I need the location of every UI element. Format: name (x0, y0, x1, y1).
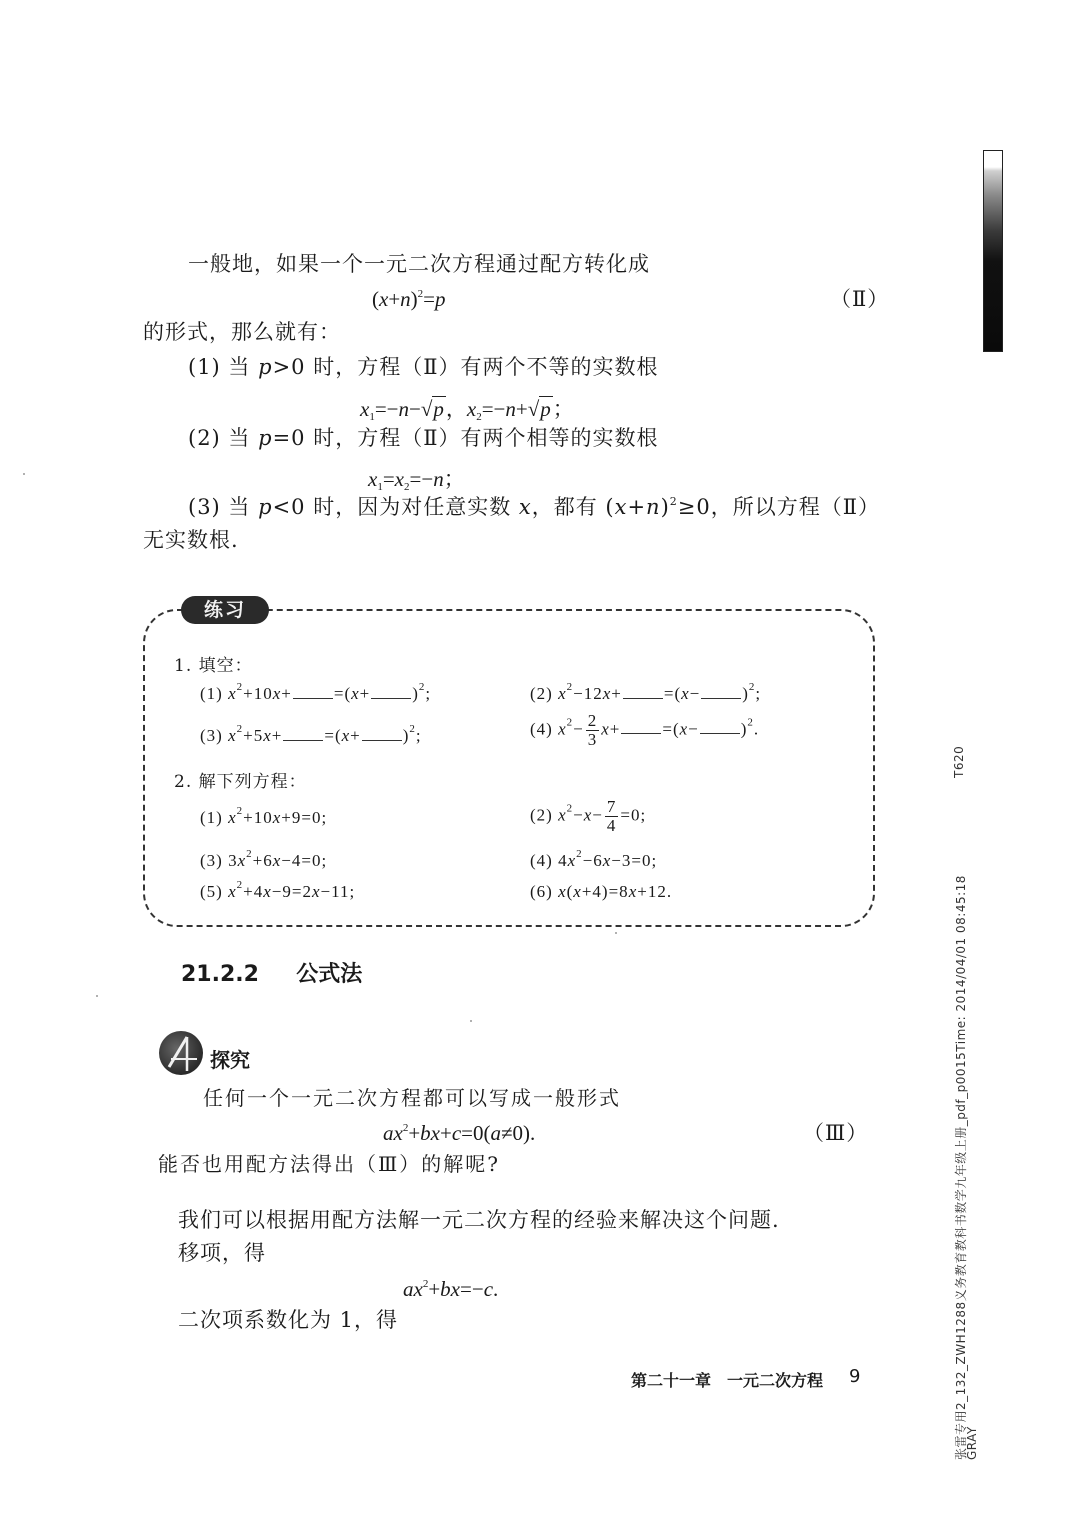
practice-q2-title: 2. 解下列方程： (174, 772, 307, 792)
practice-q1-title: 1. 填空： (174, 656, 253, 676)
answer-blank[interactable] (623, 682, 663, 699)
practice-q2-item-1: (1) $x^2+10x+9=0$; (200, 805, 328, 827)
derivation-line-2: 移项，得 (178, 1241, 266, 1265)
practice-q2-item-3: (3) $3x^2+6x-4=0$; (200, 848, 328, 870)
margin-stamp: 张雷专用2_132_ZWH1288义务教育教科书数学九年级上册_pdf_p0015Time: 2014/04/01 08:45:18 (954, 875, 968, 1460)
practice-q1-item-3: (3) $x^2+5x+ =(x+ )^2$; (200, 723, 422, 745)
case-2-text: (2) 当 p=0 时，方程（Ⅱ）有两个相等的实数根 (188, 426, 659, 450)
derivation-line-1: 我们可以根据用配方法解一元二次方程的经验来解决这个问题. (178, 1208, 780, 1232)
case-3-continued: 无实数根. (143, 528, 239, 552)
answer-blank[interactable] (701, 682, 741, 699)
case-1-roots: $x_1=-n-√p$，$x_2=-n+√p$； (360, 397, 574, 423)
practice-badge: 练习 (181, 596, 269, 624)
answer-blank[interactable] (371, 682, 411, 699)
equation-ii: $(x+n)^2=p$ (372, 287, 446, 311)
practice-q2-item-6: (6) x(x+4)=8x+12. (530, 882, 673, 901)
answer-blank[interactable] (362, 724, 402, 741)
scan-speck (470, 1020, 472, 1022)
equation-iii: $ax^2+bx+c=0(a\ne 0)$. (383, 1121, 536, 1145)
derivation-line-3: 二次项系数化为 1，得 (178, 1308, 399, 1332)
derivation-equation: $ax^2+bx=-c$. (403, 1277, 499, 1301)
form-lead-text: 的形式，那么就有： (143, 320, 341, 344)
explore-line-1: 任何一个一元二次方程都可以写成一般形式 (203, 1086, 621, 1110)
answer-blank[interactable] (621, 717, 661, 734)
scan-speck (96, 995, 98, 997)
answer-blank[interactable] (283, 724, 323, 741)
case-1-text: (1) 当 p>0 时，方程（Ⅱ）有两个不等的实数根 (188, 355, 659, 379)
explore-compass-icon (159, 1031, 203, 1075)
practice-q2-item-4: (4) $4x^2-6x-3=0$; (530, 848, 658, 870)
practice-q2-item-2: (2) $x^2-x-$ $\frac{7}{4}$ =0; (530, 797, 647, 835)
scan-speck (615, 932, 617, 934)
case-3-text: (3) 当 p<0 时，因为对任意实数 x，都有 $(x+n)^2\ge 0$，所以方程（Ⅱ） (188, 495, 881, 519)
intro-text: 一般地，如果一个一元二次方程通过配方转化成 (188, 252, 650, 276)
gray-calibration-bar (983, 150, 1003, 352)
margin-code: T620 (952, 745, 966, 778)
practice-q2-item-5: (5) $x^2+4x-9=2x-11$; (200, 879, 356, 901)
answer-blank[interactable] (293, 682, 333, 699)
practice-q1-item-1: (1) $x^2+10x+ =(x+ )^2$; (200, 681, 432, 703)
explore-label: 探究 (210, 1048, 250, 1072)
page-number: 9 (849, 1366, 861, 1387)
case-2-roots: $x_1=x_2=-n$； (368, 467, 465, 493)
scan-speck (23, 473, 25, 475)
explore-line-2: 能否也用配方法得出（Ⅲ）的解呢? (158, 1152, 501, 1176)
practice-q1-item-2: (2) $x^2-12x+ =(x- )^2$; (530, 681, 762, 703)
practice-q1-item-4: (4) $x^2-$ $\frac{2}{3}$ $x+ =(x- )^2$. (530, 711, 760, 749)
footer-chapter: 第二十一章 一元二次方程 (631, 1371, 824, 1390)
answer-blank[interactable] (700, 717, 740, 734)
section-number: 21.2.2 (181, 962, 259, 987)
section-title: 公式法 (296, 962, 363, 987)
margin-mode: GRAY (965, 1426, 979, 1460)
equation-iii-label: （Ⅲ） (803, 1121, 869, 1145)
equation-ii-label: （Ⅱ） (830, 287, 890, 311)
section-heading (181, 957, 362, 988)
